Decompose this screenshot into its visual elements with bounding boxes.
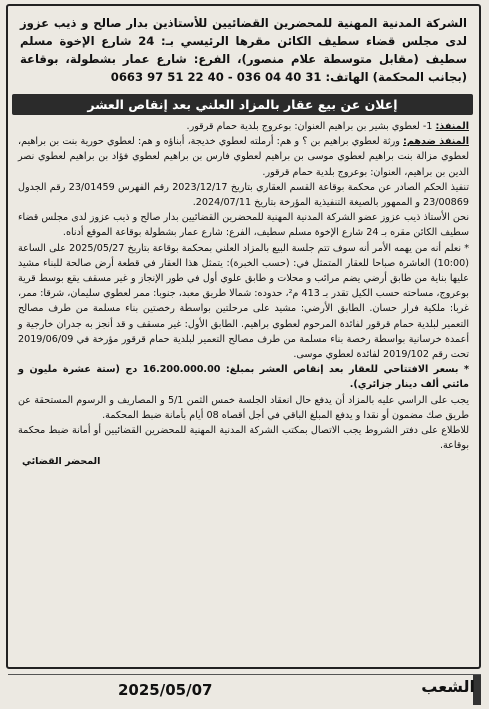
bailiff-header: الشركة المدنية المهنية للمحضرين القضائيين للأستاذين بدار صالح و ذيب عزوز لدى مجلس قضاء سطيف الكائن مقرها الرئيسي بـ: 24 شارع الإخوة مسلم سطيف (مقابل متوسطة علام منصور)، الفرع: شارع عمار بشطولة، بوقاعة (بجانب المحكمة) الهاتف: 31 40 04 036 - 40 22 51 97 0663 [20, 16, 468, 84]
debtors-label: المنفذ ضدهم: [403, 136, 469, 148]
contact-paragraph: للاطلاع على دفتر الشروط يجب الاتصال بمكتب الشركة المدنية المهنية للمحضرين القضائيين أو أمانة ضبط محكمة بوقاعة. [18, 425, 469, 452]
announcement-title: إعلان عن بيع عقار بالمزاد العلني بعد إنقاص العشر [12, 94, 473, 115]
signature-left: المحضر القضائي [22, 456, 101, 468]
payment-paragraph: يجب على الراسي عليه بالمزاد أن يدفع حال انعقاد الجلسة خمس الثمن 5/1 و المصاريف و الرسوم المستحقة عن طريق صك مضمون أو نقدا و يدفع المبلغ الباقي في أجل أقصاه 08 أيام بأمانة ضبط المحكمة. [18, 394, 469, 421]
debtors-text: ورثة لعطوي براهيم بن ؟ و هم: أرملته لعطوي خديجة، أبناؤه و هم: لعطوي حورية بنت بن براهيم، لعطوي مزالة بنت براهيم لعطوي موسى بن براهيم لعطوي فارس بن براهيم لعطوي فؤاد بن براهيم لعطوي نصر الدين بن براهيم، العنوان: بوعروج بلدية حمام قرقور. [18, 136, 469, 178]
price-paragraph: * بسعر الافتتاحي للعقار بعد إنقاص العشر بمبلغ: 16.200.000.00 دج (ستة عشرة مليون و مائتي ألف دينار جزائري). [18, 364, 469, 391]
publication-date: 2025/05/07 [118, 681, 213, 699]
executor-paragraph [18, 119, 469, 134]
newspaper-footer [8, 674, 481, 705]
signature-block [18, 455, 469, 468]
executor-text: 1- لعطوي بشير بن براهيم العنوان: بوعروج بلدية حمام قرقور. [186, 121, 436, 132]
newspaper-name: الشعب [421, 677, 475, 696]
judgment-paragraph: تنفيذ الحكم الصادر عن محكمة بوقاعة القسم العقاري بتاريخ 2023/12/17 رقم الفهرس 23/01459 رقم الجدول 23/00869 و الممهور بالصيغة التنفيذية المؤرخة بتاريخ 2024/07/11. [18, 181, 470, 209]
bailiff-paragraph: نحن الأستاذ ذيب عزوز عضو الشركة المدنية المهنية للمحضرين القضائيين بدار صالح و ذيب عزوز لدى مجلس قضاء سطيف الكائن مقره بـ 24 شارع الإخوة مسلم سطيف، الفرع: شارع عمار بشطولة بوقاعة الموقع أدناه. [18, 212, 469, 239]
auction-paragraph: * نعلم أنه من يهمه الأمر أنه سوف تتم جلسة البيع بالمزاد العلني بمحكمة بوقاعة بتاريخ 2025/05/27 على الساعة (10:00) العاشرة صباحا للعقار المتمثل في: (حسب الخبرة): يتمثل هذا العقار في قطعة أرض صالحة للبناء مشيد عليها بناية من طابق أرضي يضم مرائب و محلات و طابق علوي أول في طور الإنجاز و غير مسقف يقع بوسط قرية بوعروج، مساحته حسب الكيل تقدر بـ 413 م²، حدوده: شمالا طريق معبد، جنوبا: ممر لعطوي سليمان، شرقا: ممر، غربا: ملكية فرار حسان. الطابق الأرضي: مشيد على مرحلتين بواسطة رخصتين بناء مسلمة من طرف مصالح التعمير لبلدية حمام قرقور لفائدة المرحوم لعطوي براهيم. الطابق الأول: غير مسقف و قد أنجز به جدران خارجية و أعمدة خرسانية بواسطة رخصة بناء مسلمة من طرف مصالح التعمير لبلدية حمام قرقور مؤرخة في 2019/06/09 تحت رقم 2019/102 لفائدة لعطوي موسى. [18, 242, 469, 361]
announcement-body [18, 119, 469, 453]
executor-label: المنفذ: [435, 121, 469, 132]
debtors-paragraph [18, 134, 469, 180]
